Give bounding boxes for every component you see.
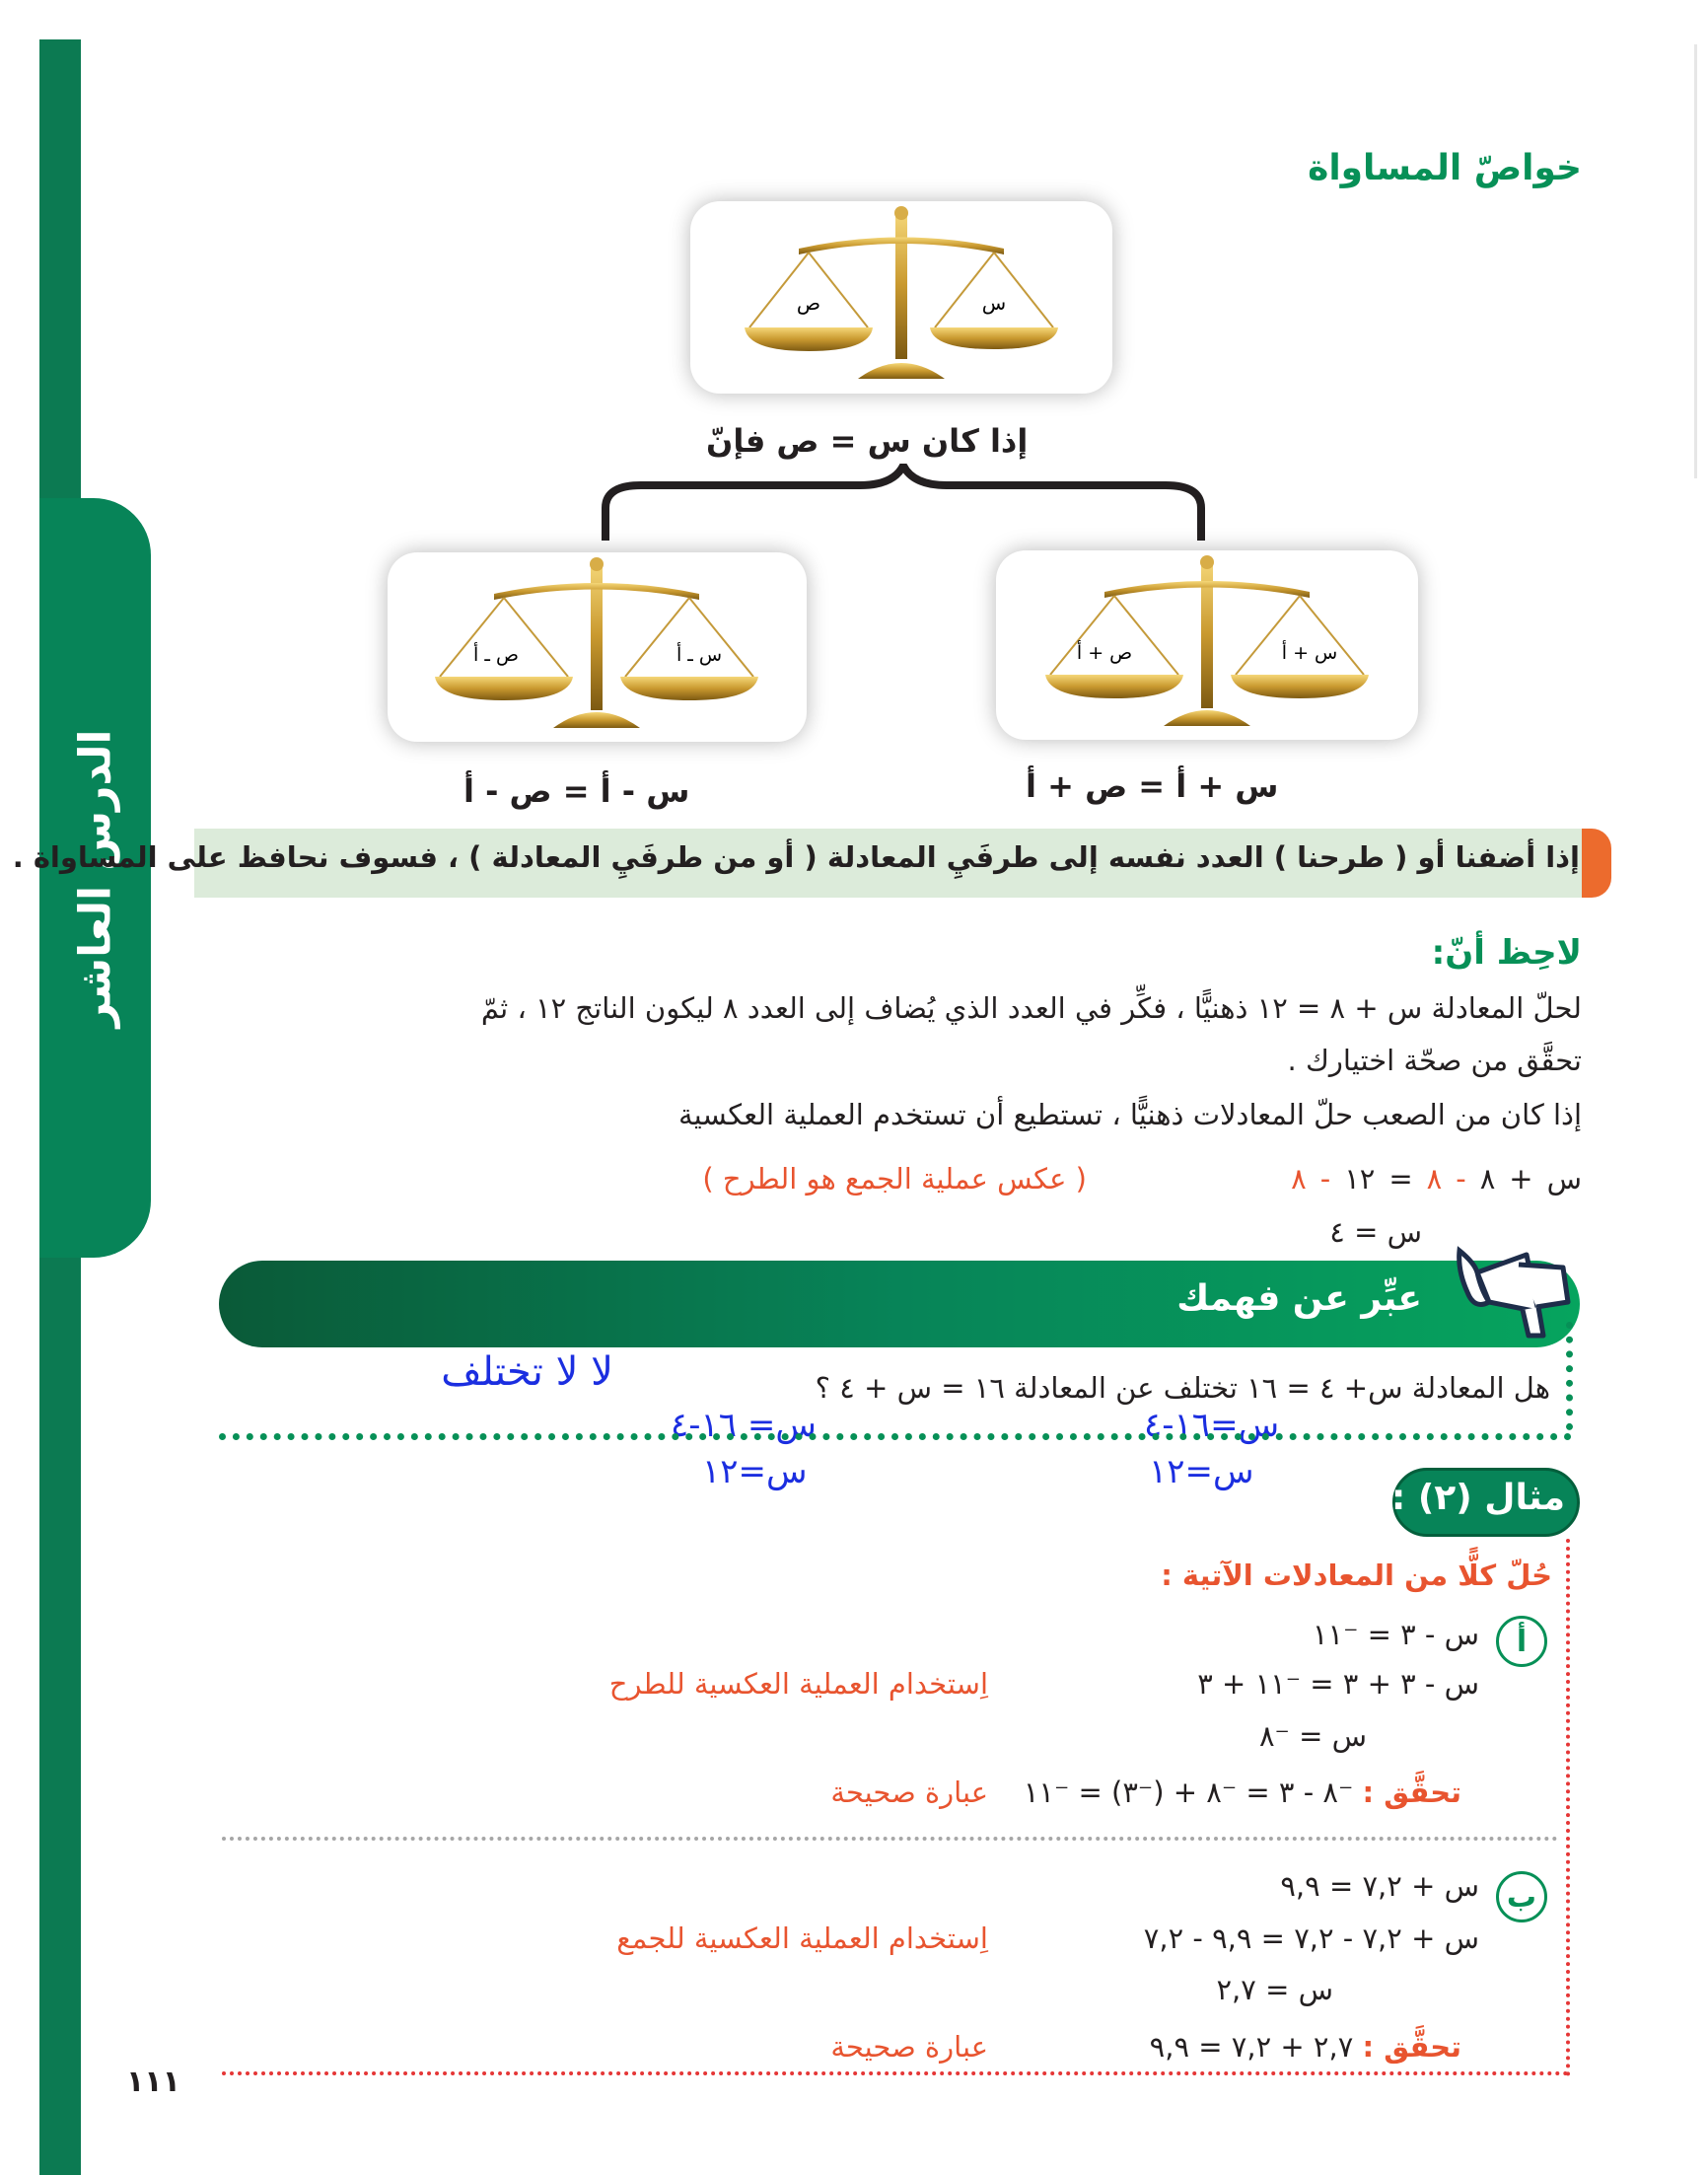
equation-addition: س + أ = ص + أ bbox=[1026, 767, 1279, 805]
solution-line: س = ٢,٧ bbox=[1216, 1973, 1333, 2006]
note-line: لحلّ المعادلة س + ٨ = ١٢ ذهنيًّا ، فكِّر في العدد الذي يُضاف إلى العدد ٨ ليكون الناتج ١٢ ، ثمّ bbox=[480, 991, 1582, 1025]
solution-line: س - ٣ + ٣ = ⁻١١ + ٣ bbox=[1197, 1667, 1479, 1701]
balance-scale-top bbox=[690, 201, 1112, 394]
pan-right-label: س + أ bbox=[1281, 642, 1338, 664]
check-comment: عبارة صحيحة bbox=[830, 2030, 988, 2064]
balance-scale-icon bbox=[388, 552, 807, 742]
pan-left-label: ص ـ أ bbox=[473, 644, 519, 666]
section-title: خواصّ المساواة bbox=[1308, 148, 1582, 188]
dotted-border bbox=[222, 2071, 1569, 2075]
eq-term: - bbox=[1456, 1162, 1466, 1196]
pan-left-label: ص + أ bbox=[1076, 642, 1133, 664]
check-expression: ⁻٨ - ٣ = ⁻٨ + (⁻٣) = ⁻١١ bbox=[1023, 1776, 1354, 1809]
curly-brace bbox=[602, 464, 1205, 543]
check-line bbox=[1024, 1776, 1461, 1809]
handwritten-work: س=١٢ bbox=[1149, 1452, 1254, 1491]
example-instruction: حُلّ كلًّا من المعادلات الآتية : bbox=[1161, 1559, 1552, 1592]
eq-term: ٨ bbox=[1426, 1162, 1443, 1196]
handwritten-work: س=١٢ bbox=[702, 1452, 808, 1491]
dotted-border bbox=[1566, 1322, 1573, 1430]
solution-line: س = ⁻٨ bbox=[1258, 1719, 1367, 1753]
express-question: هل المعادلة س+ ٤ = ١٦ تختلف عن المعادلة ١٦ = س + ٤ ؟ bbox=[815, 1371, 1550, 1405]
eq-term: = bbox=[1388, 1162, 1413, 1196]
express-title: عبِّر عن فهمك bbox=[1176, 1278, 1422, 1319]
equation-subtraction: س - أ = ص - أ bbox=[463, 772, 690, 810]
solution-comment: اِستخدام العملية العكسية للطرح bbox=[608, 1667, 988, 1701]
page-edge-line bbox=[1694, 44, 1697, 478]
balance-scale-icon bbox=[996, 550, 1418, 740]
note-line: إذا كان من الصعب حلّ المعادلات ذهنيًّا ، تستطيع أن تستخدم العملية العكسية bbox=[678, 1098, 1582, 1131]
dotted-separator bbox=[222, 1837, 1558, 1841]
equation-comment: ( عكس عملية الجمع هو الطرح ) bbox=[702, 1162, 1087, 1196]
equation-result: س = ٤ bbox=[1329, 1215, 1422, 1249]
eq-term: ٨ bbox=[1291, 1162, 1307, 1196]
balance-scale-subtraction bbox=[388, 552, 807, 742]
balance-scale-addition bbox=[996, 550, 1418, 740]
eq-term: س bbox=[1546, 1162, 1582, 1196]
dotted-border bbox=[1566, 1539, 1570, 2076]
handwritten-work: س= ١٦-٤ bbox=[671, 1406, 817, 1445]
eq-term: ١٢ bbox=[1344, 1162, 1376, 1196]
part-a-label: أ bbox=[1496, 1616, 1547, 1667]
handwritten-work: س=١٦-٤ bbox=[1144, 1406, 1280, 1445]
check-line bbox=[1150, 2030, 1461, 2064]
pan-left-label: ص bbox=[796, 291, 821, 315]
pan-right-label: س ـ أ bbox=[676, 644, 723, 666]
equation-top: إذا كان س = ص فإنّ bbox=[706, 422, 1029, 460]
solution-line: س + ٧,٢ - ٧,٢ = ٩,٩ - ٧,٢ bbox=[1143, 1921, 1479, 1955]
solution-line: س + ٧,٢ = ٩,٩ bbox=[1280, 1869, 1479, 1903]
pan-right-label: س bbox=[981, 291, 1007, 315]
page-number: ١١١ bbox=[126, 2065, 180, 2099]
check-word: تحقَّق : bbox=[1362, 1776, 1461, 1809]
balance-scale-icon bbox=[690, 201, 1112, 394]
note-line: تحقَّق من صحّة اختيارك . bbox=[1287, 1044, 1582, 1077]
check-expression: ٢,٧ + ٧,٢ = ٩,٩ bbox=[1149, 2030, 1354, 2064]
rule-text: إذا أضفنا أو ( طرحنا ) العدد نفسه إلى طرفَيِ المعادلة ( أو من طرفَيِ المعادلة ) ، فسوف نحافظ على المساواة . bbox=[12, 840, 1580, 874]
example-label: مثال (٢) : bbox=[1390, 1478, 1565, 1518]
dotted-border bbox=[219, 1433, 1572, 1440]
solution-comment: اِستخدام العملية العكسية للجمع bbox=[616, 1921, 988, 1955]
note-title: لاحِظ أنّ: bbox=[1431, 933, 1582, 973]
solution-line: س - ٣ = ⁻١١ bbox=[1312, 1618, 1479, 1651]
megaphone-icon bbox=[1420, 1233, 1578, 1341]
lesson-label: الدرس العاشر bbox=[70, 729, 121, 1027]
check-comment: عبارة صحيحة bbox=[830, 1776, 988, 1809]
check-word: تحقَّق : bbox=[1362, 2030, 1461, 2064]
eq-term: + bbox=[1509, 1162, 1533, 1196]
handwritten-answer: لا لا تختلف bbox=[441, 1349, 613, 1395]
eq-term: - bbox=[1319, 1162, 1331, 1196]
eq-term: ٨ bbox=[1479, 1162, 1496, 1196]
inverse-operation-equation bbox=[1291, 1162, 1582, 1196]
part-b-label: ب bbox=[1496, 1871, 1547, 1922]
